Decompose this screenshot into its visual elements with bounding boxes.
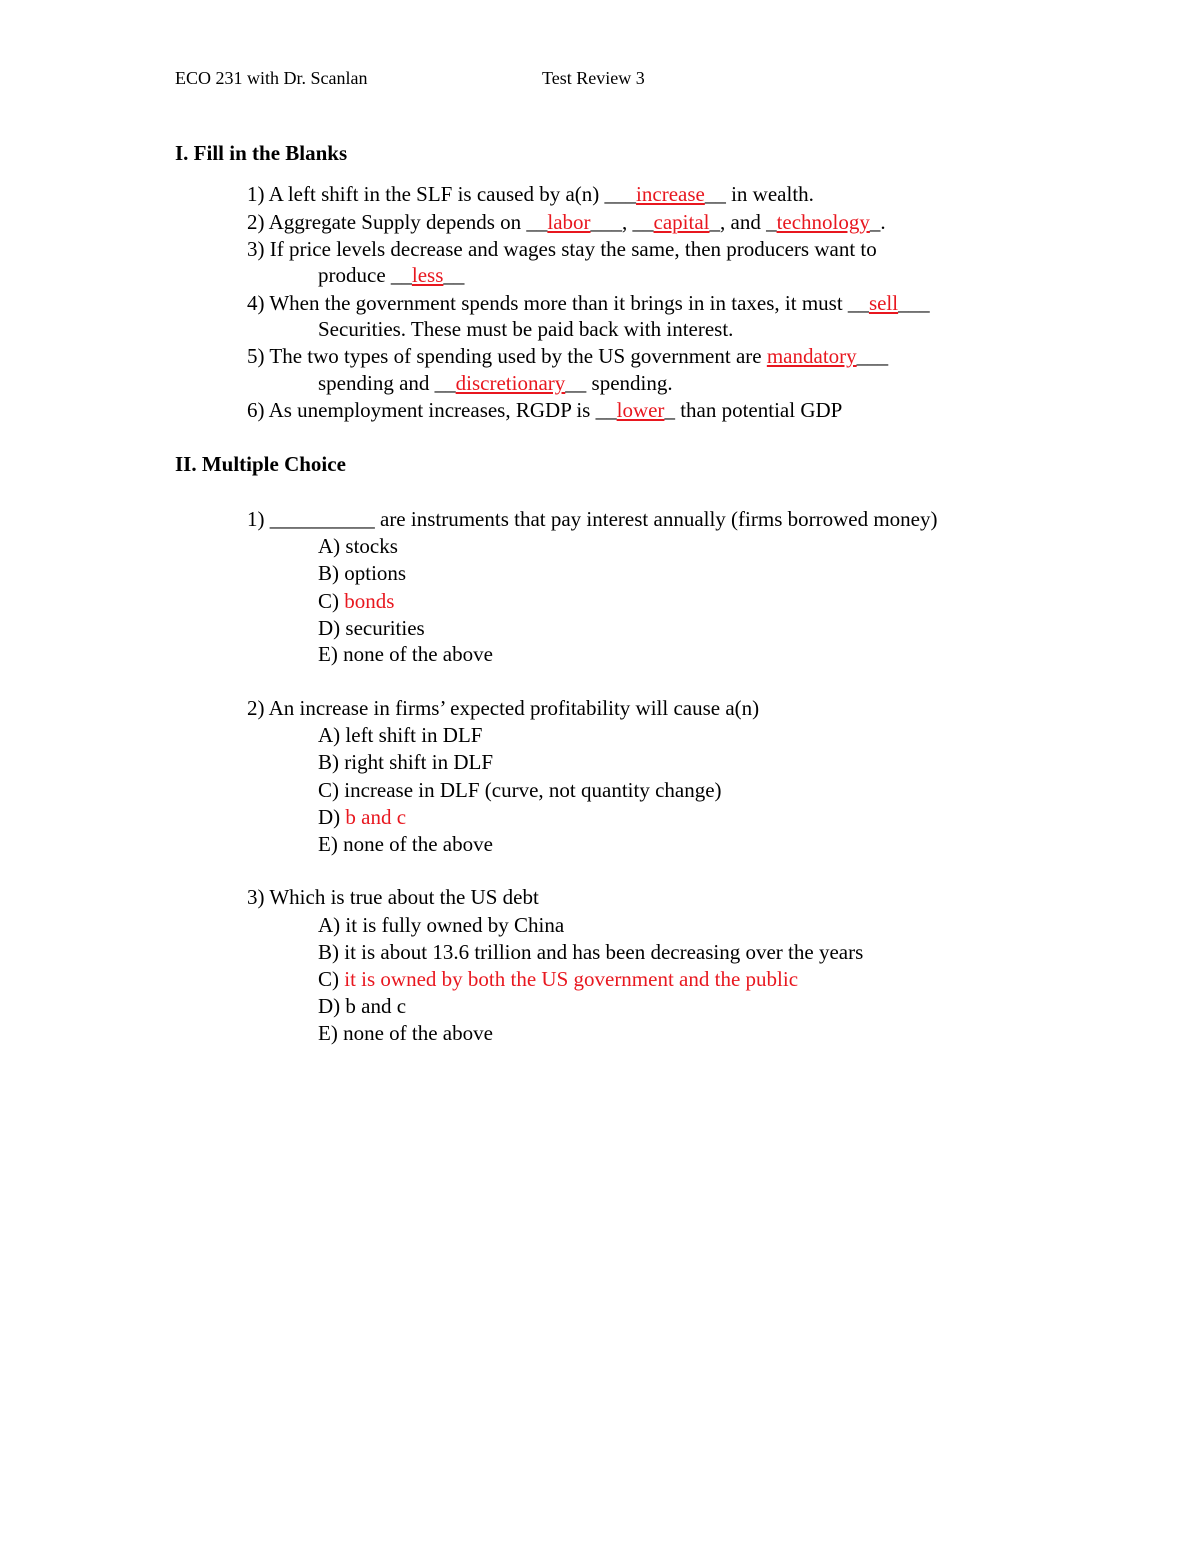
fill-in-question-6: 6) As unemployment increases, RGDP is __lower_ than potential GDP bbox=[247, 398, 843, 422]
mc-q2-option-c: C) increase in DLF (curve, not quantity change) bbox=[318, 778, 722, 802]
fill-in-question-3-continued: produce __less__ bbox=[318, 263, 465, 287]
answer-blank: less bbox=[411, 263, 444, 287]
fill-in-question-5-continued: spending and __discretionary__ spending. bbox=[318, 371, 673, 395]
correct-answer: it is owned by both the US government and the public bbox=[344, 967, 799, 991]
correct-answer: b and c bbox=[345, 805, 407, 829]
mc-q2-option-d: D) b and c bbox=[318, 805, 407, 829]
fill-in-question-3: 3) If price levels decrease and wages stay the same, then producers want to bbox=[247, 237, 877, 261]
document-title: Test Review 3 bbox=[542, 68, 645, 88]
mc-q1-option-c: C) bonds bbox=[318, 589, 395, 613]
correct-answer: bonds bbox=[344, 589, 395, 613]
mc-q1-option-e: E) none of the above bbox=[318, 642, 493, 666]
section-heading-fill-in: I. Fill in the Blanks bbox=[175, 141, 348, 165]
answer-blank: mandatory bbox=[766, 344, 857, 368]
section-heading-multiple-choice: II. Multiple Choice bbox=[175, 452, 346, 476]
mc-q1-option-d: D) securities bbox=[318, 616, 425, 640]
mc-q3-option-c: C) it is owned by both the US government and the public bbox=[318, 967, 799, 991]
fill-in-question-2: 2) Aggregate Supply depends on __labor___, __capital_, and _technology_. bbox=[247, 210, 886, 234]
mc-q3-option-a: A) it is fully owned by China bbox=[318, 913, 565, 937]
answer-blank: discretionary bbox=[455, 371, 566, 395]
page-header bbox=[175, 68, 1075, 94]
mc-q3-option-d: D) b and c bbox=[318, 994, 407, 1018]
course-name: ECO 231 with Dr. Scanlan bbox=[175, 68, 368, 88]
mc-q1-option-a: A) stocks bbox=[318, 534, 398, 558]
mc-q2-option-e: E) none of the above bbox=[318, 832, 493, 856]
fill-in-question-4-continued: Securities. These must be paid back with interest. bbox=[318, 317, 734, 341]
answer-blank: technology bbox=[776, 210, 870, 234]
answer-blank: lower bbox=[616, 398, 665, 422]
answer-blank: labor bbox=[547, 210, 591, 234]
fill-in-question-4: 4) When the government spends more than it brings in in taxes, it must __sell___ bbox=[247, 291, 930, 315]
fill-in-question-1: 1) A left shift in the SLF is caused by a(n) ___increase__ in wealth. bbox=[247, 182, 814, 206]
answer-blank: increase bbox=[636, 182, 705, 206]
mc-q3-option-b: B) it is about 13.6 trillion and has been decreasing over the years bbox=[318, 940, 864, 964]
answer-blank: capital bbox=[653, 210, 710, 234]
mc-q3-option-e: E) none of the above bbox=[318, 1021, 493, 1045]
mc-question-3: 3) Which is true about the US debt bbox=[247, 885, 539, 909]
answer-blank: sell bbox=[868, 291, 899, 315]
mc-question-2: 2) An increase in firms’ expected profitability will cause a(n) bbox=[247, 696, 760, 720]
mc-question-1: 1) __________ are instruments that pay interest annually (firms borrowed money) bbox=[247, 507, 938, 531]
mc-q1-option-b: B) options bbox=[318, 561, 407, 585]
mc-q2-option-b: B) right shift in DLF bbox=[318, 750, 494, 774]
mc-q2-option-a: A) left shift in DLF bbox=[318, 723, 483, 747]
fill-in-question-5: 5) The two types of spending used by the US government are mandatory___ bbox=[247, 344, 889, 368]
